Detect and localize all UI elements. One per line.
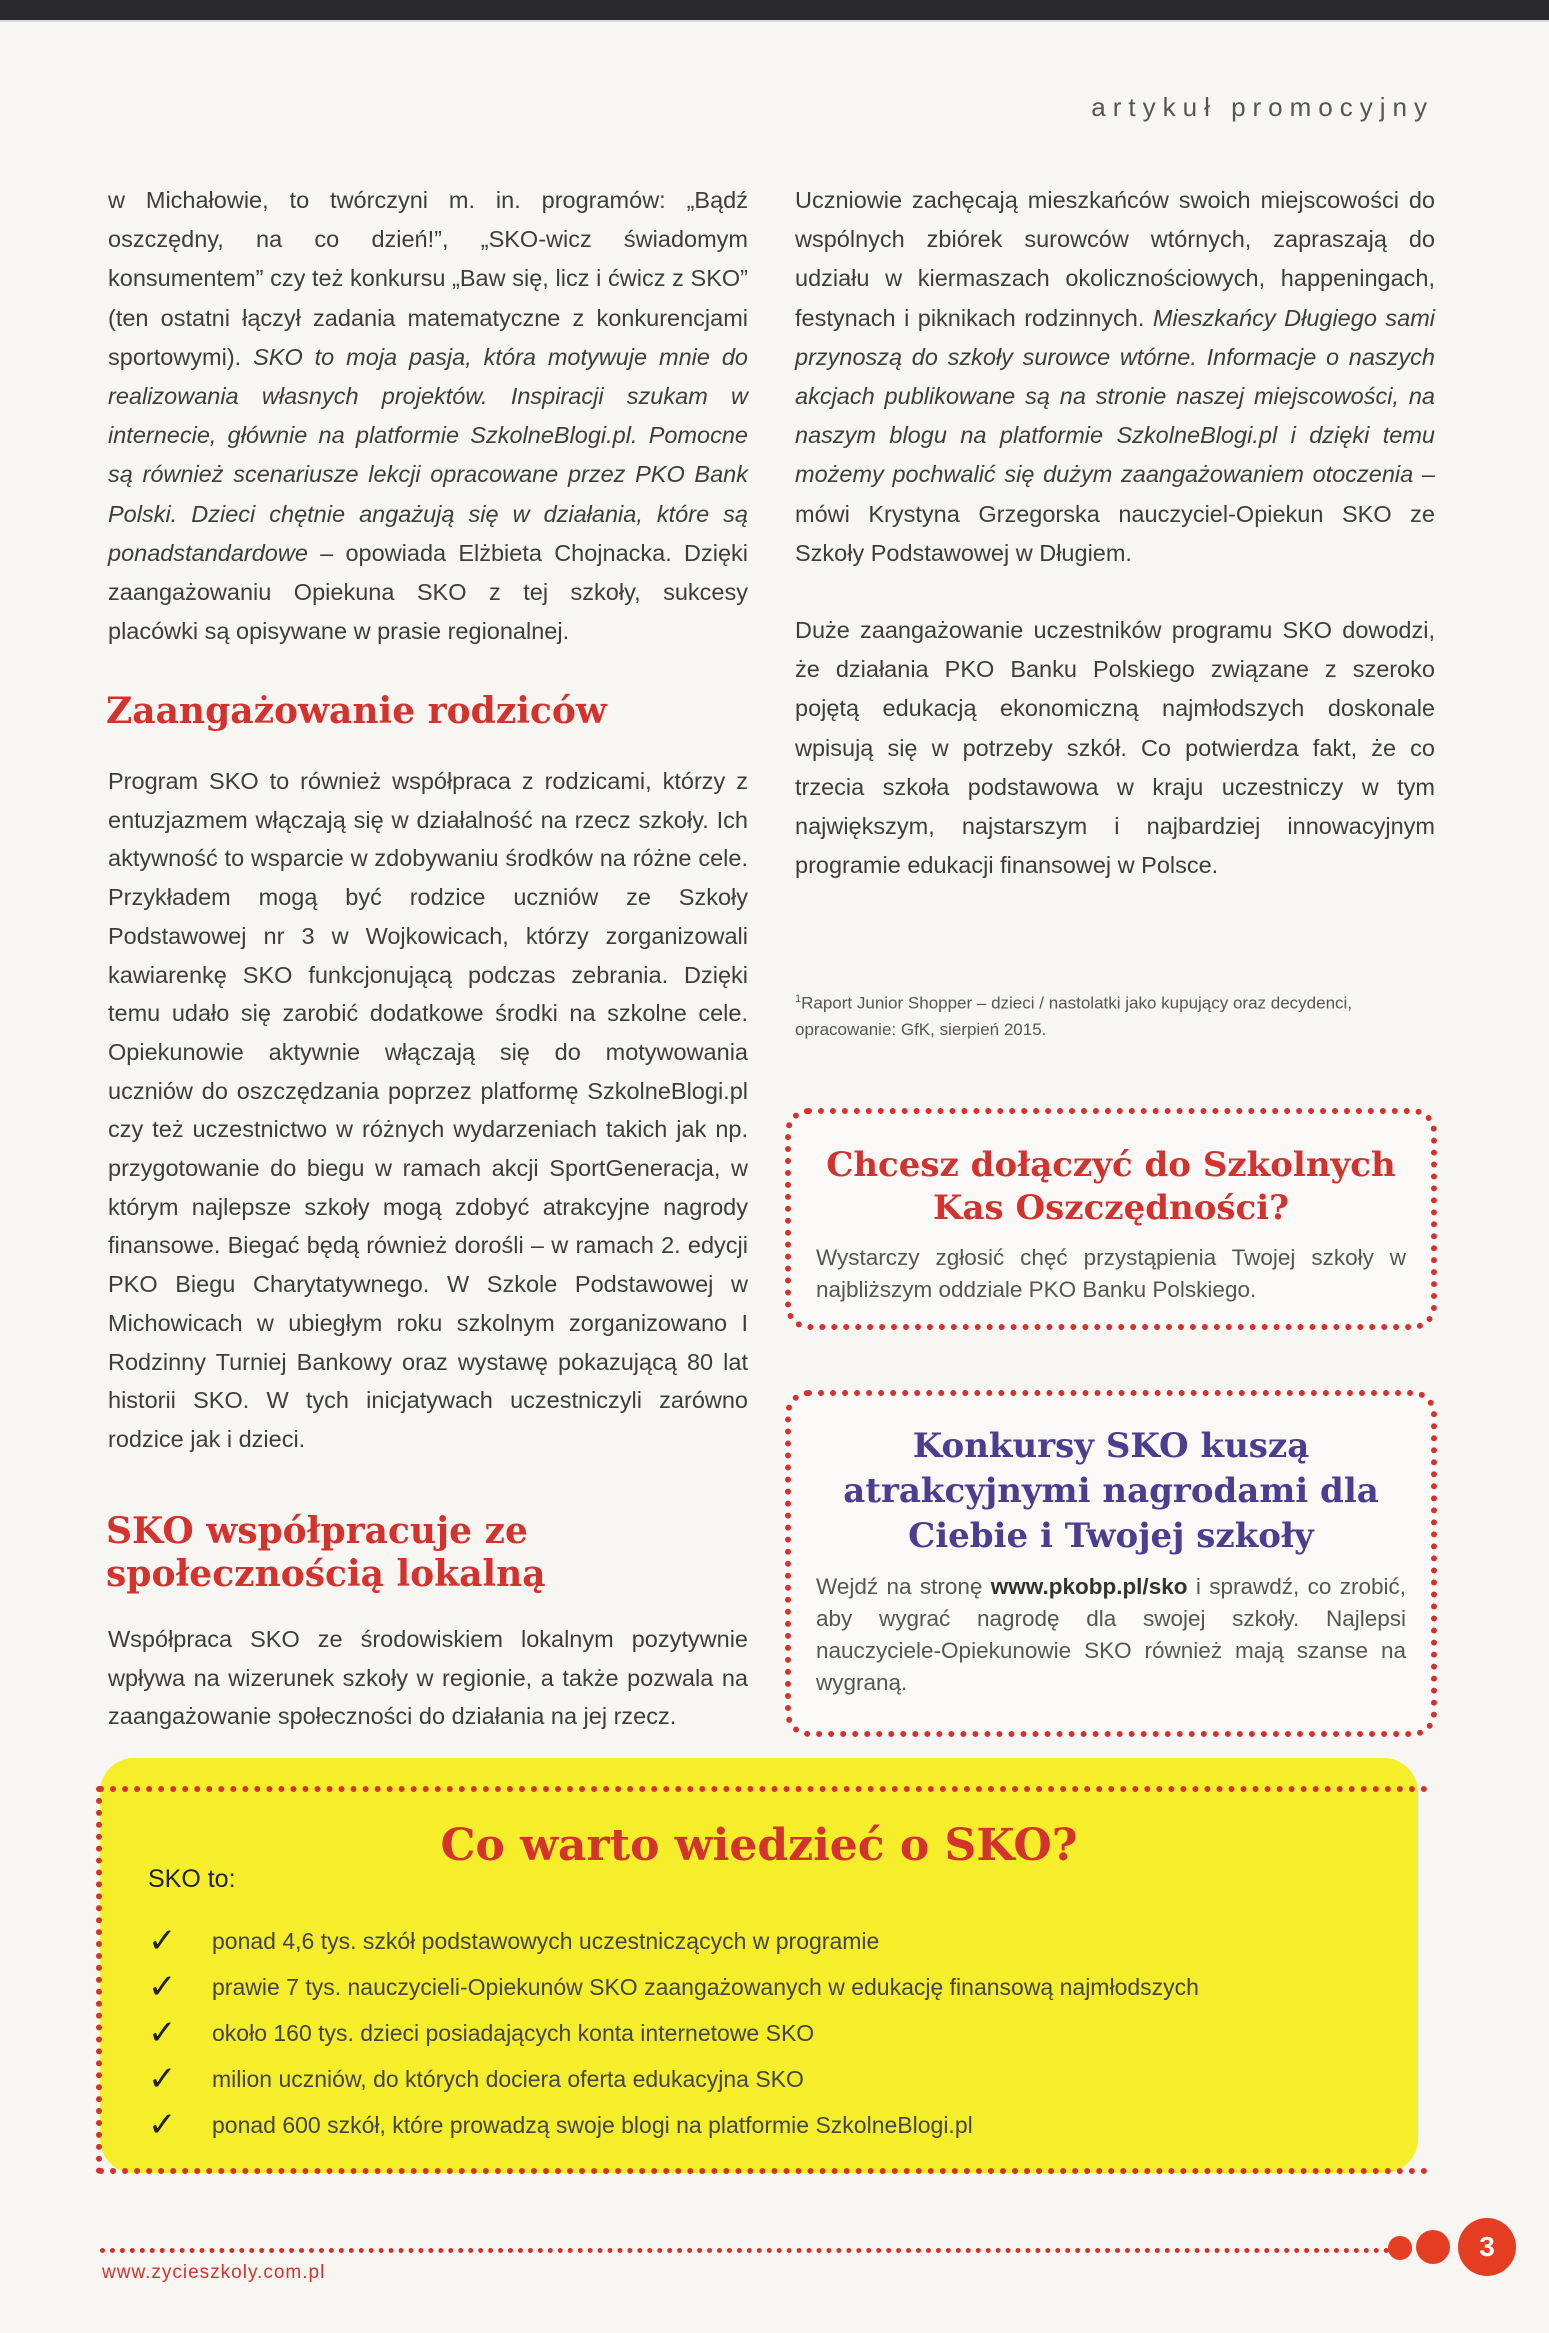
footer-dot-icon (1388, 2236, 1412, 2260)
join-sko-text: Wystarczy zgłosić chęć przystąpienia Twojej szkoły w najbliższym oddziale PKO Banku Polskiego. (816, 1245, 1406, 1302)
intro-text: w Michałowie, to twórczyni m. in. programów: „Bądź oszczędny, na co dzień!”, „SKO-wicz świadomym konsumentem” czy też konkursu „Baw się, licz i ćwicz z SKO” (ten ostatni łączył zadania matematyczne z konkurencjami sportowymi). (108, 187, 748, 370)
fact-text: prawie 7 tys. nauczycieli-Opiekunów SKO zaangażowanych w edukację finansową najmłodszych (212, 1973, 1199, 2000)
right-paragraph-1 (795, 181, 1435, 573)
intro-quote: SKO to moja pasja, która motywuje mnie do realizowania własnych projektów. Inspiracji szukam w internecie, głównie na platformie SzkolneBlogi.pl. Pomocne są również scenariusze lekcji opracowane przez PKO Bank Polski. Dzieci chętnie angażują się w działania, które są ponadstandardowe (108, 343, 748, 566)
top-rule-edge (0, 20, 1549, 32)
contests-text (816, 1571, 1406, 1699)
checkmark-icon: ✓ (148, 2059, 177, 2099)
right-paragraph-2: Duże zaangażowanie uczestników programu SKO dowodzi, że działania PKO Banku Polskiego związane z szeroko pojętą edukacją ekonomiczną najmłodszych doskonale wpisują się w potrzeby szkół. Co potwierdza fakt, że co trzecia szkoła podstawowa w kraju uczestniczy w tym największym, najstarszym i najbardziej innowacyjnym programie edukacji finansowej w Polsce. (795, 617, 1435, 879)
heading-parents-text: Zaangażowanie rodziców (106, 690, 607, 732)
facts-dotted-border-top (98, 1786, 1428, 1792)
list-item (148, 2010, 1348, 2056)
list-item (148, 1918, 1348, 1964)
right-tail: – mówi Krystyna Grzegorska nauczyciel-Opiekun SKO ze Szkoły Podstawowej w Długiem. (795, 461, 1436, 566)
fact-text: około 160 tys. dzieci posiadających konta internetowe SKO (212, 2019, 815, 2046)
join-sko-title: Chcesz dołączyć do Szkolnych Kas Oszczędności? (826, 1145, 1396, 1228)
list-item (148, 1964, 1348, 2010)
footer-dotted-line (100, 2248, 1390, 2253)
join-sko-box (785, 1108, 1437, 1330)
right-column-intro (795, 181, 1435, 573)
heading-community-text: SKO współpracuje ze społecznością lokalną (106, 1510, 546, 1595)
checkmark-icon: ✓ (148, 2105, 177, 2145)
contests-text-end: i sprawdź, co zrobić, aby wygrać nagrodę dla swojej szkoły. Najlepsi nauczyciele-Opiekunowie SKO również mają szanse na wygraną. (816, 1574, 1407, 1695)
heading-community (106, 1510, 746, 1596)
list-item (148, 2102, 1348, 2148)
section-label: artykuł promocyjny (1091, 92, 1434, 122)
heading-parents (106, 690, 746, 733)
facts-list (148, 1918, 1348, 2148)
footnote-text: Raport Junior Shopper – dzieci / nastolatki jako kupujący oraz decydenci, opracowanie: GfK, sierpień 2015. (795, 993, 1353, 1039)
checkmark-icon: ✓ (148, 1967, 177, 2007)
fact-text: ponad 4,6 tys. szkół podstawowych uczestniczących w programie (212, 1927, 880, 1954)
facts-dotted-border-bottom (98, 2168, 1428, 2174)
facts-intro: SKO to: (148, 1865, 236, 1893)
right-quote: Mieszkańcy Długiego sami przynoszą do szkoły surowce wtórne. Informacje o naszych akcjach publikowane są na stronie naszej miejscowości, na naszym blogu na platformie SzkolneBlogi.pl i dzięki temu możemy pochwalić się dużym zaangażowaniem otoczenia (795, 304, 1435, 488)
contests-text-start: Wejdź na stronę (816, 1574, 991, 1599)
sko-website-link[interactable]: www.pkobp.pl/sko (990, 1574, 1188, 1599)
right-text: Uczniowie zachęcają mieszkańców swoich miejscowości do wspólnych zbiórek surowców wtórnych, zapraszają do udziału w kiermaszach okolicznościowych, happeningach, festynach i piknikach rodzinnych. (795, 187, 1435, 331)
intro-paragraph (108, 181, 748, 651)
community-paragraph: Współpraca SKO ze środowiskiem lokalnym pozytywnie wpływa na wizerunek szkoły w regionie, a także pozwala na zaangażowanie społeczności do działania na jej rzecz. (108, 1626, 748, 1730)
checkmark-icon: ✓ (148, 1921, 177, 1961)
contests-box (785, 1390, 1437, 1737)
list-item (148, 2056, 1348, 2102)
footnote (795, 986, 1435, 1043)
page-number: 3 (1458, 2218, 1516, 2276)
intro-tail: – opowiada Elżbieta Chojnacka. Dzięki zaangażowaniu Opiekuna SKO z tej szkoły, sukcesy placówki są opisywane w prasie regionalnej. (108, 539, 748, 645)
footer-url[interactable]: www.zycieszkoly.com.pl (102, 2262, 326, 2283)
fact-text: milion uczniów, do których dociera oferta edukacyjna SKO (212, 2065, 804, 2092)
footnote-mark: 1 (795, 993, 802, 1005)
contests-title: Konkursy SKO kuszą atrakcyjnymi nagrodami dla Ciebie i Twojej szkoły (843, 1426, 1379, 1556)
checkmark-icon: ✓ (148, 2013, 177, 2053)
footer-dot-icon (1416, 2230, 1450, 2264)
fact-text: ponad 600 szkół, które prowadzą swoje blogi na platformie SzkolneBlogi.pl (212, 2111, 973, 2138)
left-column-intro (108, 181, 748, 651)
parents-paragraph: Program SKO to również współpraca z rodzicami, którzy z entuzjazmem włączają się w działalność na rzecz szkoły. Ich aktywność to wsparcie w zdobywaniu środków na różne cele. Przykładem mogą być rodzice uczniów ze Szkoły Podstawowej nr 3 w Wojkowicach, którzy zorganizowali kawiarenkę SKO funkcjonującą podczas zebrania. Dzięki temu udało się zarobić dodatkowe środki na szkolne cele. Opiekunowie aktywnie włączają się do motywowania uczniów do oszczędzania poprzez platformę SzkolneBlogi.pl czy też uczestnictwo w różnych wydarzeniach takich jak np. przygotowanie do biegu w ramach akcji SportGeneracja, w którym najlepsze szkoły mogą zdobyć atrakcyjne nagrody finansowe. Biegać będą również dorośli – w ramach 2. edycji PKO Biegu Charytatywnego. W Szkole Podstawowej w Michowicach w ubiegłym roku szkolnym zorganizowano I Rodzinny Turniej Bankowy oraz wystawę pokazującą 80 lat historii SKO. W tych inicjatywach uczestniczyli zarówno rodzice jak i dzieci. (108, 768, 748, 1452)
facts-title: Co warto wiedzieć o SKO? (440, 1820, 1078, 1871)
